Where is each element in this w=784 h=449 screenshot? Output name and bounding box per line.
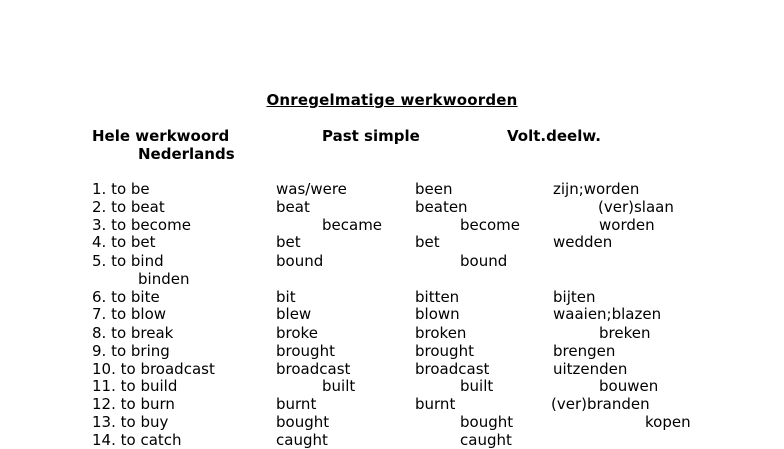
verb-past-simple: was/were <box>276 180 347 198</box>
verb-dutch: breken <box>599 324 651 342</box>
verb-dutch: (ver)branden <box>551 395 650 413</box>
verb-past-participle: blown <box>415 305 460 323</box>
verb-infinitive: 11. to build <box>92 377 178 395</box>
verb-dutch: waaien;blazen <box>553 305 662 323</box>
verb-past-participle: broadcast <box>415 360 490 378</box>
verb-past-simple: built <box>322 377 356 395</box>
verb-infinitive: 3. to become <box>92 216 191 234</box>
verb-past-participle: bound <box>460 252 508 270</box>
verb-past-participle: been <box>415 180 453 198</box>
verb-past-simple: blew <box>276 305 312 323</box>
verb-past-participle: caught <box>460 431 512 449</box>
verb-past-participle: bought <box>460 413 514 431</box>
verb-dutch: worden <box>599 216 655 234</box>
verb-past-participle: bet <box>415 233 440 251</box>
verb-past-participle: beaten <box>415 198 468 216</box>
verb-infinitive: 7. to blow <box>92 305 167 323</box>
page-title: Onregelmatige werkwoorden <box>266 91 518 109</box>
verb-infinitive: 10. to broadcast <box>92 360 215 378</box>
verb-past-simple: became <box>322 216 383 234</box>
verb-past-simple: caught <box>276 431 328 449</box>
verb-past-simple: beat <box>276 198 310 216</box>
verb-dutch: brengen <box>553 342 616 360</box>
verb-past-participle: built <box>460 377 494 395</box>
header-volt-deelw: Volt.deelw. <box>507 127 601 145</box>
verb-infinitive: 12. to burn <box>92 395 175 413</box>
verb-infinitive: 6. to bite <box>92 288 160 306</box>
verb-past-participle: brought <box>415 342 474 360</box>
verb-infinitive: 13. to buy <box>92 413 169 431</box>
verb-dutch: binden <box>138 270 190 288</box>
verb-past-simple: burnt <box>276 395 317 413</box>
verb-dutch: wedden <box>553 233 613 251</box>
verb-infinitive: 4. to bet <box>92 233 156 251</box>
header-nederlands: Nederlands <box>138 145 235 163</box>
verb-dutch: zijn;worden <box>553 180 640 198</box>
header-past-simple: Past simple <box>322 127 420 145</box>
verb-infinitive: 8. to break <box>92 324 174 342</box>
verb-past-simple: broadcast <box>276 360 351 378</box>
verb-dutch: uitzenden <box>553 360 628 378</box>
verb-past-simple: bought <box>276 413 330 431</box>
verb-past-participle: bitten <box>415 288 460 306</box>
header-hele-werkwoord: Hele werkwoord <box>92 127 230 145</box>
verb-past-simple: bound <box>276 252 324 270</box>
verb-past-simple: broke <box>276 324 318 342</box>
verb-infinitive: 1. to be <box>92 180 150 198</box>
verb-dutch: (ver)slaan <box>598 198 674 216</box>
verb-infinitive: 2. to beat <box>92 198 165 216</box>
verb-dutch: kopen <box>645 413 691 431</box>
verb-dutch: bouwen <box>599 377 659 395</box>
verb-infinitive: 9. to bring <box>92 342 170 360</box>
verb-past-simple: brought <box>276 342 335 360</box>
verb-past-simple: bet <box>276 233 301 251</box>
verb-past-participle: burnt <box>415 395 456 413</box>
verb-past-participle: become <box>460 216 521 234</box>
verb-infinitive: 14. to catch <box>92 431 182 449</box>
verb-past-participle: broken <box>415 324 467 342</box>
verb-dutch: bijten <box>553 288 596 306</box>
verb-past-simple: bit <box>276 288 296 306</box>
verb-infinitive: 5. to bind <box>92 252 164 270</box>
